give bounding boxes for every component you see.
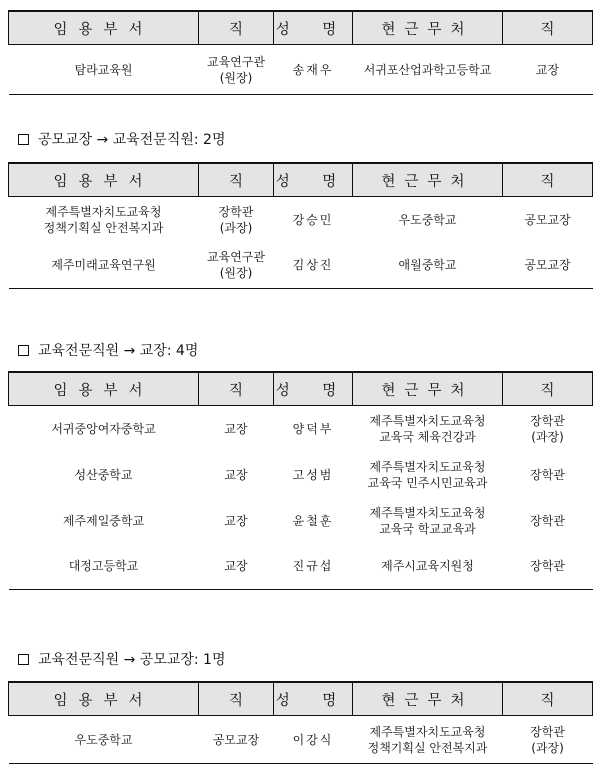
cell-position [199,716,274,764]
cell-dept [9,243,199,289]
cell-position-2-line: (과장) [531,740,564,755]
cell-name-text: 윤철훈 [292,513,334,528]
cell-name-text: 진규섭 [292,559,334,574]
header-name: 성 명 [274,682,353,716]
header-position: 직 [199,372,274,406]
header-position: 직 [199,11,274,45]
cell-position-2 [503,544,593,590]
cell-workplace-line: 서귀포산업과학고등학교 [363,62,492,77]
header-dept: 임용부서 [9,163,199,197]
cell-position [199,544,274,590]
cell-workplace-line: 우도중학교 [398,212,457,227]
section-heading-text: 공모교장 → 교육전문직원: 2명 [38,132,226,148]
cell-dept-line: 성산중학교 [74,467,133,482]
cell-workplace-line: 제주특별자치도교육청 [369,505,486,520]
table-1 [8,10,593,95]
cell-name-text: 이강식 [292,732,334,747]
cell-name-text: 강승민 [292,212,334,227]
cell-dept [9,45,199,95]
header-position-2: 직 [503,682,593,716]
cell-position-line: 공모교장 [212,732,260,747]
table-row [9,197,593,243]
table-header-row [9,372,593,406]
cell-position-line: 교장 [224,513,248,528]
header-position-2: 직 [503,372,593,406]
cell-dept-line: 제주특별자치도교육청 [45,204,162,219]
cell-position-2-line: 장학관 [530,559,565,574]
cell-position-2 [503,45,593,95]
cell-position [199,243,274,289]
cell-position-2-line: 교장 [535,62,560,77]
cell-position-2-line: 장학관 [530,413,565,428]
cell-workplace-line: 정책기획실 안전복지과 [367,740,488,755]
cell-position-2 [503,197,593,243]
section-heading-4 [18,649,225,669]
table-row [9,544,593,590]
cell-workplace [353,544,503,590]
cell-dept-line: 제주미래교육연구원 [51,258,156,273]
cell-position-2 [503,243,593,289]
header-position-2: 직 [503,163,593,197]
table-row [9,716,593,764]
cell-name-text: 고성범 [292,467,334,482]
cell-dept [9,406,199,452]
header-dept: 임용부서 [9,11,199,45]
cell-position-2-line: 장학관 [530,513,565,528]
header-workplace: 현근무처 [353,163,503,197]
cell-dept-line: 제주제일중학교 [62,513,145,528]
cell-dept [9,452,199,498]
table-row [9,452,593,498]
cell-name-text: 양덕부 [292,421,334,436]
cell-position-2-line: 장학관 [530,724,565,739]
header-dept: 임용부서 [9,682,199,716]
cell-dept [9,716,199,764]
cell-workplace-line: 애월중학교 [398,258,457,273]
cell-workplace [353,406,503,452]
cell-name [274,243,353,289]
cell-workplace [353,498,503,544]
table-4 [8,681,593,764]
section-heading-text: 교육전문직원 → 교장: 4명 [38,343,199,359]
header-workplace: 현근무처 [353,11,503,45]
header-position: 직 [199,682,274,716]
cell-workplace-line: 제주특별자치도교육청 [369,413,486,428]
checkbox-square-icon [18,654,29,665]
table-3 [8,371,593,590]
cell-position-line: 교장 [224,559,248,574]
cell-position [199,45,274,95]
cell-workplace [353,452,503,498]
cell-name [274,197,353,243]
cell-workplace [353,243,503,289]
cell-position-line: (원장) [219,266,253,281]
cell-position-2 [503,452,593,498]
cell-position-2 [503,498,593,544]
header-name: 성 명 [274,163,353,197]
table-header-row [9,682,593,716]
table-row [9,498,593,544]
table-header-row [9,11,593,45]
cell-position-line: 교육연구관 [207,54,265,69]
cell-position-2 [503,406,593,452]
cell-position-2-line: 장학관 [530,467,565,482]
cell-dept-line: 우도중학교 [74,732,133,747]
cell-position-line: 교장 [224,421,248,436]
cell-name-text: 김상진 [292,258,334,273]
cell-dept [9,498,199,544]
cell-name [274,45,353,95]
cell-name [274,716,353,764]
cell-position [199,406,274,452]
header-workplace: 현근무처 [353,682,503,716]
header-name: 성 명 [274,372,353,406]
cell-workplace-line: 교육국 학교교육과 [379,521,476,536]
cell-workplace-line: 제주시교육지원청 [381,559,474,574]
cell-name [274,406,353,452]
cell-position [199,452,274,498]
cell-name [274,544,353,590]
section-heading-2 [18,129,225,149]
cell-workplace [353,716,503,764]
cell-dept-line: 서귀중앙여자중학교 [51,421,156,436]
cell-position-2 [503,716,593,764]
cell-position-2-line: (과장) [531,429,564,444]
cell-position-2-line: 공모교장 [524,258,571,273]
cell-dept [9,544,199,590]
checkbox-square-icon [18,345,29,356]
cell-workplace-line: 제주특별자치도교육청 [369,459,486,474]
cell-dept-line: 대정고등학교 [68,559,139,574]
cell-name-text: 송재우 [292,62,334,77]
cell-position-line: (과장) [219,220,253,235]
cell-dept-line: 정책기획실 안전복지과 [43,220,164,235]
cell-position-line: 교육연구관 [207,250,265,265]
cell-workplace [353,197,503,243]
table-row [9,45,593,95]
cell-position-line: 교장 [224,467,248,482]
table-header-row [9,163,593,197]
cell-workplace-line: 교육국 민주시민교육과 [367,475,488,490]
cell-workplace-line: 제주특별자치도교육청 [369,724,486,739]
header-position: 직 [199,163,274,197]
cell-workplace [353,45,503,95]
header-name: 성 명 [274,11,353,45]
cell-position [199,498,274,544]
checkbox-square-icon [18,134,29,145]
header-workplace: 현근무처 [353,372,503,406]
cell-dept [9,197,199,243]
cell-position [199,197,274,243]
table-2 [8,162,593,289]
table-row [9,406,593,452]
cell-dept-line: 탐라교육원 [74,62,133,77]
cell-name [274,498,353,544]
header-dept: 임용부서 [9,372,199,406]
section-heading-3 [18,340,198,360]
section-heading-text: 교육전문직원 → 공모교장: 1명 [38,652,226,668]
table-row [9,243,593,289]
cell-position-line: 장학관 [218,204,254,219]
cell-workplace-line: 교육국 체육건강과 [379,429,476,444]
cell-name [274,452,353,498]
cell-position-2-line: 공모교장 [524,212,571,227]
cell-position-line: (원장) [219,70,253,85]
header-position-2: 직 [503,11,593,45]
